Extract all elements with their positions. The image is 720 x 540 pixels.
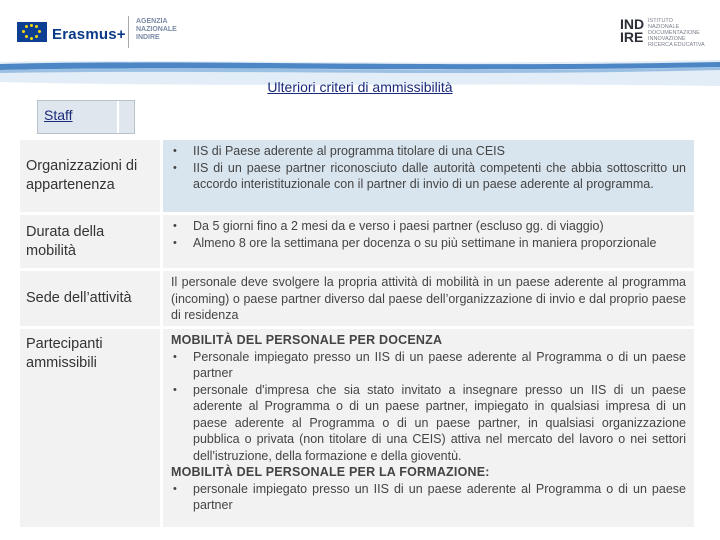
row-content bbox=[163, 215, 694, 268]
row-label: Durata della mobilità bbox=[20, 215, 160, 268]
table-row bbox=[20, 329, 694, 527]
criteria-table bbox=[20, 140, 694, 530]
table-row bbox=[20, 215, 694, 268]
list-item: • Almeno 8 ore la settimana per docenza o su più settimane in maniera proporzionale bbox=[171, 235, 686, 252]
list-item: • personale d'impresa che sia stato invitato a insegnare presso un IIS di un paese aderente al Programma o di un paese partner, impiegato in qualsiasi impresa di un paese aderente al Programma o di un paese partner, in qualsiasi organizzazione pubblica o privata (non titolare di una CEIS) attiva nel mercato del lavoro o nei settori dell'istruzione, della formazione e della gioventù. bbox=[171, 382, 686, 465]
table-row bbox=[20, 271, 694, 326]
staff-tab-separator bbox=[117, 101, 119, 133]
agency-label: AGENZIA NAZIONALE INDIRE bbox=[136, 18, 177, 41]
list-item: • IIS di un paese partner riconosciuto dalle autorità competenti che abbia sottoscritto un accordo interistituzionale con il partner di invio di un paese aderente al programma. bbox=[171, 160, 686, 193]
row-content bbox=[163, 140, 694, 212]
header-bar bbox=[0, 0, 720, 62]
row-label: Organizzazioni di appartenenza bbox=[20, 140, 160, 212]
staff-tab-label[interactable]: Staff bbox=[44, 107, 73, 123]
list-item: • IIS di Paese aderente al programma titolare di una CEIS bbox=[171, 143, 686, 160]
row-content bbox=[163, 329, 694, 527]
table-row bbox=[20, 140, 694, 212]
row-label: Partecipanti ammissibili bbox=[20, 329, 160, 527]
erasmus-logo-text: Erasmus+ bbox=[52, 26, 126, 43]
section-heading-docenza: MOBILITÀ DEL PERSONALE PER DOCENZA bbox=[171, 333, 443, 347]
list-item: • Personale impiegato presso un IIS di un paese aderente al Programma o di un paese partner bbox=[171, 349, 686, 382]
page-title[interactable]: Ulteriori criteri di ammissibilità bbox=[267, 79, 453, 95]
row-label: Sede dell’attività bbox=[20, 271, 160, 326]
indire-logo: IND IRE bbox=[620, 16, 645, 45]
staff-tab[interactable] bbox=[37, 100, 135, 134]
eu-flag-icon bbox=[17, 22, 47, 42]
header-divider bbox=[128, 16, 129, 48]
section-heading-formazione: MOBILITÀ DEL PERSONALE PER LA FORMAZIONE: bbox=[171, 465, 490, 479]
list-item: • personale impiegato presso un IIS di un paese aderente al Programma o di un paese partner bbox=[171, 481, 686, 514]
row-content: Il personale deve svolgere la propria attività di mobilità in un paese aderente al programma (incoming) o paese partner diverso dal paese dell’organizzazione di invio e dal proprio paese di residenza bbox=[163, 271, 694, 326]
list-item: • Da 5 giorni fino a 2 mesi da e verso i paesi partner (escluso gg. di viaggio) bbox=[171, 218, 686, 235]
indire-subtitle: ISTITUTO NAZIONALE DOCUMENTAZIONE INNOVAZIONE RICERCA EDUCATIVA bbox=[648, 18, 705, 48]
